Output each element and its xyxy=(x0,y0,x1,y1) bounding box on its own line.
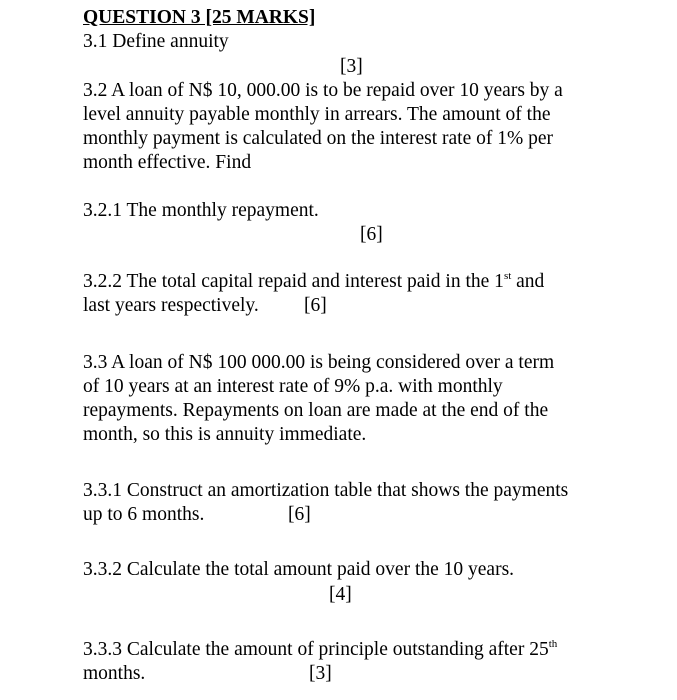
q3-2-line-1: 3.2 A loan of N$ 10, 000.00 is to be repaid over 10 years by a xyxy=(83,80,563,101)
q3-3-3-marks: [3] xyxy=(309,663,332,684)
ordinal-suffix: st xyxy=(503,270,512,282)
q3-3-line-3: repayments. Repayments on loan are made at the end of the xyxy=(83,400,549,421)
q3-3-line-2: of 10 years at an interest rate of 9% p.a. with monthly xyxy=(83,376,503,397)
q3-2-2-line-1-text: 3.2.2 The total capital repaid and interest paid in the 1 xyxy=(83,271,504,292)
q3-2-1-marks: [6] xyxy=(360,224,383,245)
q3-3-line-4: month, so this is annuity immediate. xyxy=(83,424,367,445)
q3-2-2-line-1-tail: and xyxy=(511,271,545,292)
q3-3-2-marks: [4] xyxy=(329,584,352,605)
q3-2-line-3: monthly payment is calculated on the interest rate of 1% per xyxy=(83,128,554,149)
q3-3-1-line-2: up to 6 months. xyxy=(83,504,205,525)
q3-3-1-marks: [6] xyxy=(288,504,311,525)
q3-3-1-line-1: 3.3.1 Construct an amortization table that shows the payments xyxy=(83,480,569,501)
q3-2-2-line-2: last years respectively. xyxy=(83,295,259,316)
q3-2-line-2: level annuity payable monthly in arrears. The amount of the xyxy=(83,104,551,125)
q3-2-line-4: month effective. Find xyxy=(83,152,252,173)
q3-2-2-marks: [6] xyxy=(304,295,327,316)
q3-3-3-line-1-text: 3.3.3 Calculate the amount of principle outstanding after 25 xyxy=(83,639,549,660)
q3-3-2-text: 3.3.2 Calculate the total amount paid over the 10 years. xyxy=(83,559,515,580)
q3-1-marks: [3] xyxy=(340,56,363,77)
q3-3-line-1: 3.3 A loan of N$ 100 000.00 is being considered over a term xyxy=(83,352,555,373)
q3-1-text: 3.1 Define annuity xyxy=(83,31,229,52)
q3-3-3-line-2: months. xyxy=(83,663,146,684)
q3-2-2-line-1 xyxy=(83,270,544,294)
question-title: QUESTION 3 [25 MARKS] xyxy=(83,7,316,28)
q3-2-1-text: 3.2.1 The monthly repayment. xyxy=(83,200,319,221)
q3-3-3-line-1 xyxy=(83,638,557,662)
ordinal-suffix: th xyxy=(548,638,558,650)
